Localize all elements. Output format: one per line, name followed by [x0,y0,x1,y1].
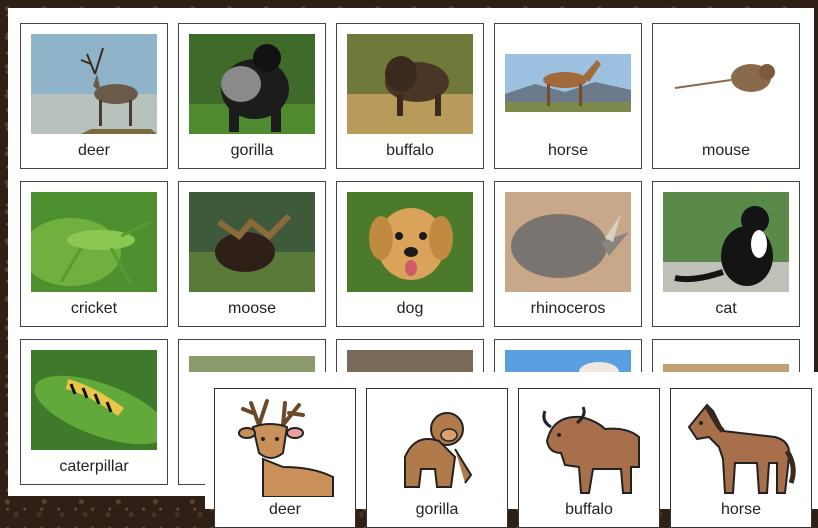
symbol-label: buffalo [565,501,613,518]
cat-photo [663,192,789,292]
card-deer [20,23,168,169]
horse-symbol [679,397,803,497]
deer-symbol [223,397,347,497]
symbol-card-deer [214,388,356,528]
card-label: caterpillar [59,458,129,475]
deer-photo [31,34,157,134]
card-label: mouse [701,142,751,159]
card-label: buffalo [386,142,434,159]
horse-photo [505,34,631,134]
rhinoceros-photo [505,192,631,292]
symbol-card-strip [205,372,818,518]
mouse-photo [663,34,789,134]
symbol-card-gorilla [366,388,508,528]
symbol-label: horse [720,501,762,518]
card-buffalo [336,23,484,169]
card-rhinoceros [494,181,642,327]
card-label: deer [77,142,111,159]
card-label: dog [396,300,424,317]
cricket-photo [31,192,157,292]
card-cat [652,181,800,327]
symbol-label: deer [268,501,302,518]
card-moose [178,181,326,327]
symbol-label: gorilla [415,501,459,518]
card-caterpillar [20,339,168,485]
buffalo-photo [347,34,473,134]
card-horse [494,23,642,169]
moose-photo [189,192,315,292]
symbol-card-horse [670,388,812,528]
caterpillar-photo [31,350,157,450]
card-label: moose [227,300,277,317]
card-gorilla [178,23,326,169]
card-cricket [20,181,168,327]
symbol-card-buffalo [518,388,660,528]
card-label: rhinoceros [530,300,606,317]
buffalo-symbol [527,397,651,497]
card-label: cat [715,300,737,317]
card-label: horse [547,142,589,159]
card-mouse [652,23,800,169]
card-dog [336,181,484,327]
dog-photo [347,192,473,292]
card-label: cricket [70,300,118,317]
card-label: gorilla [230,142,274,159]
gorilla-symbol [375,397,499,497]
gorilla-photo [189,34,315,134]
